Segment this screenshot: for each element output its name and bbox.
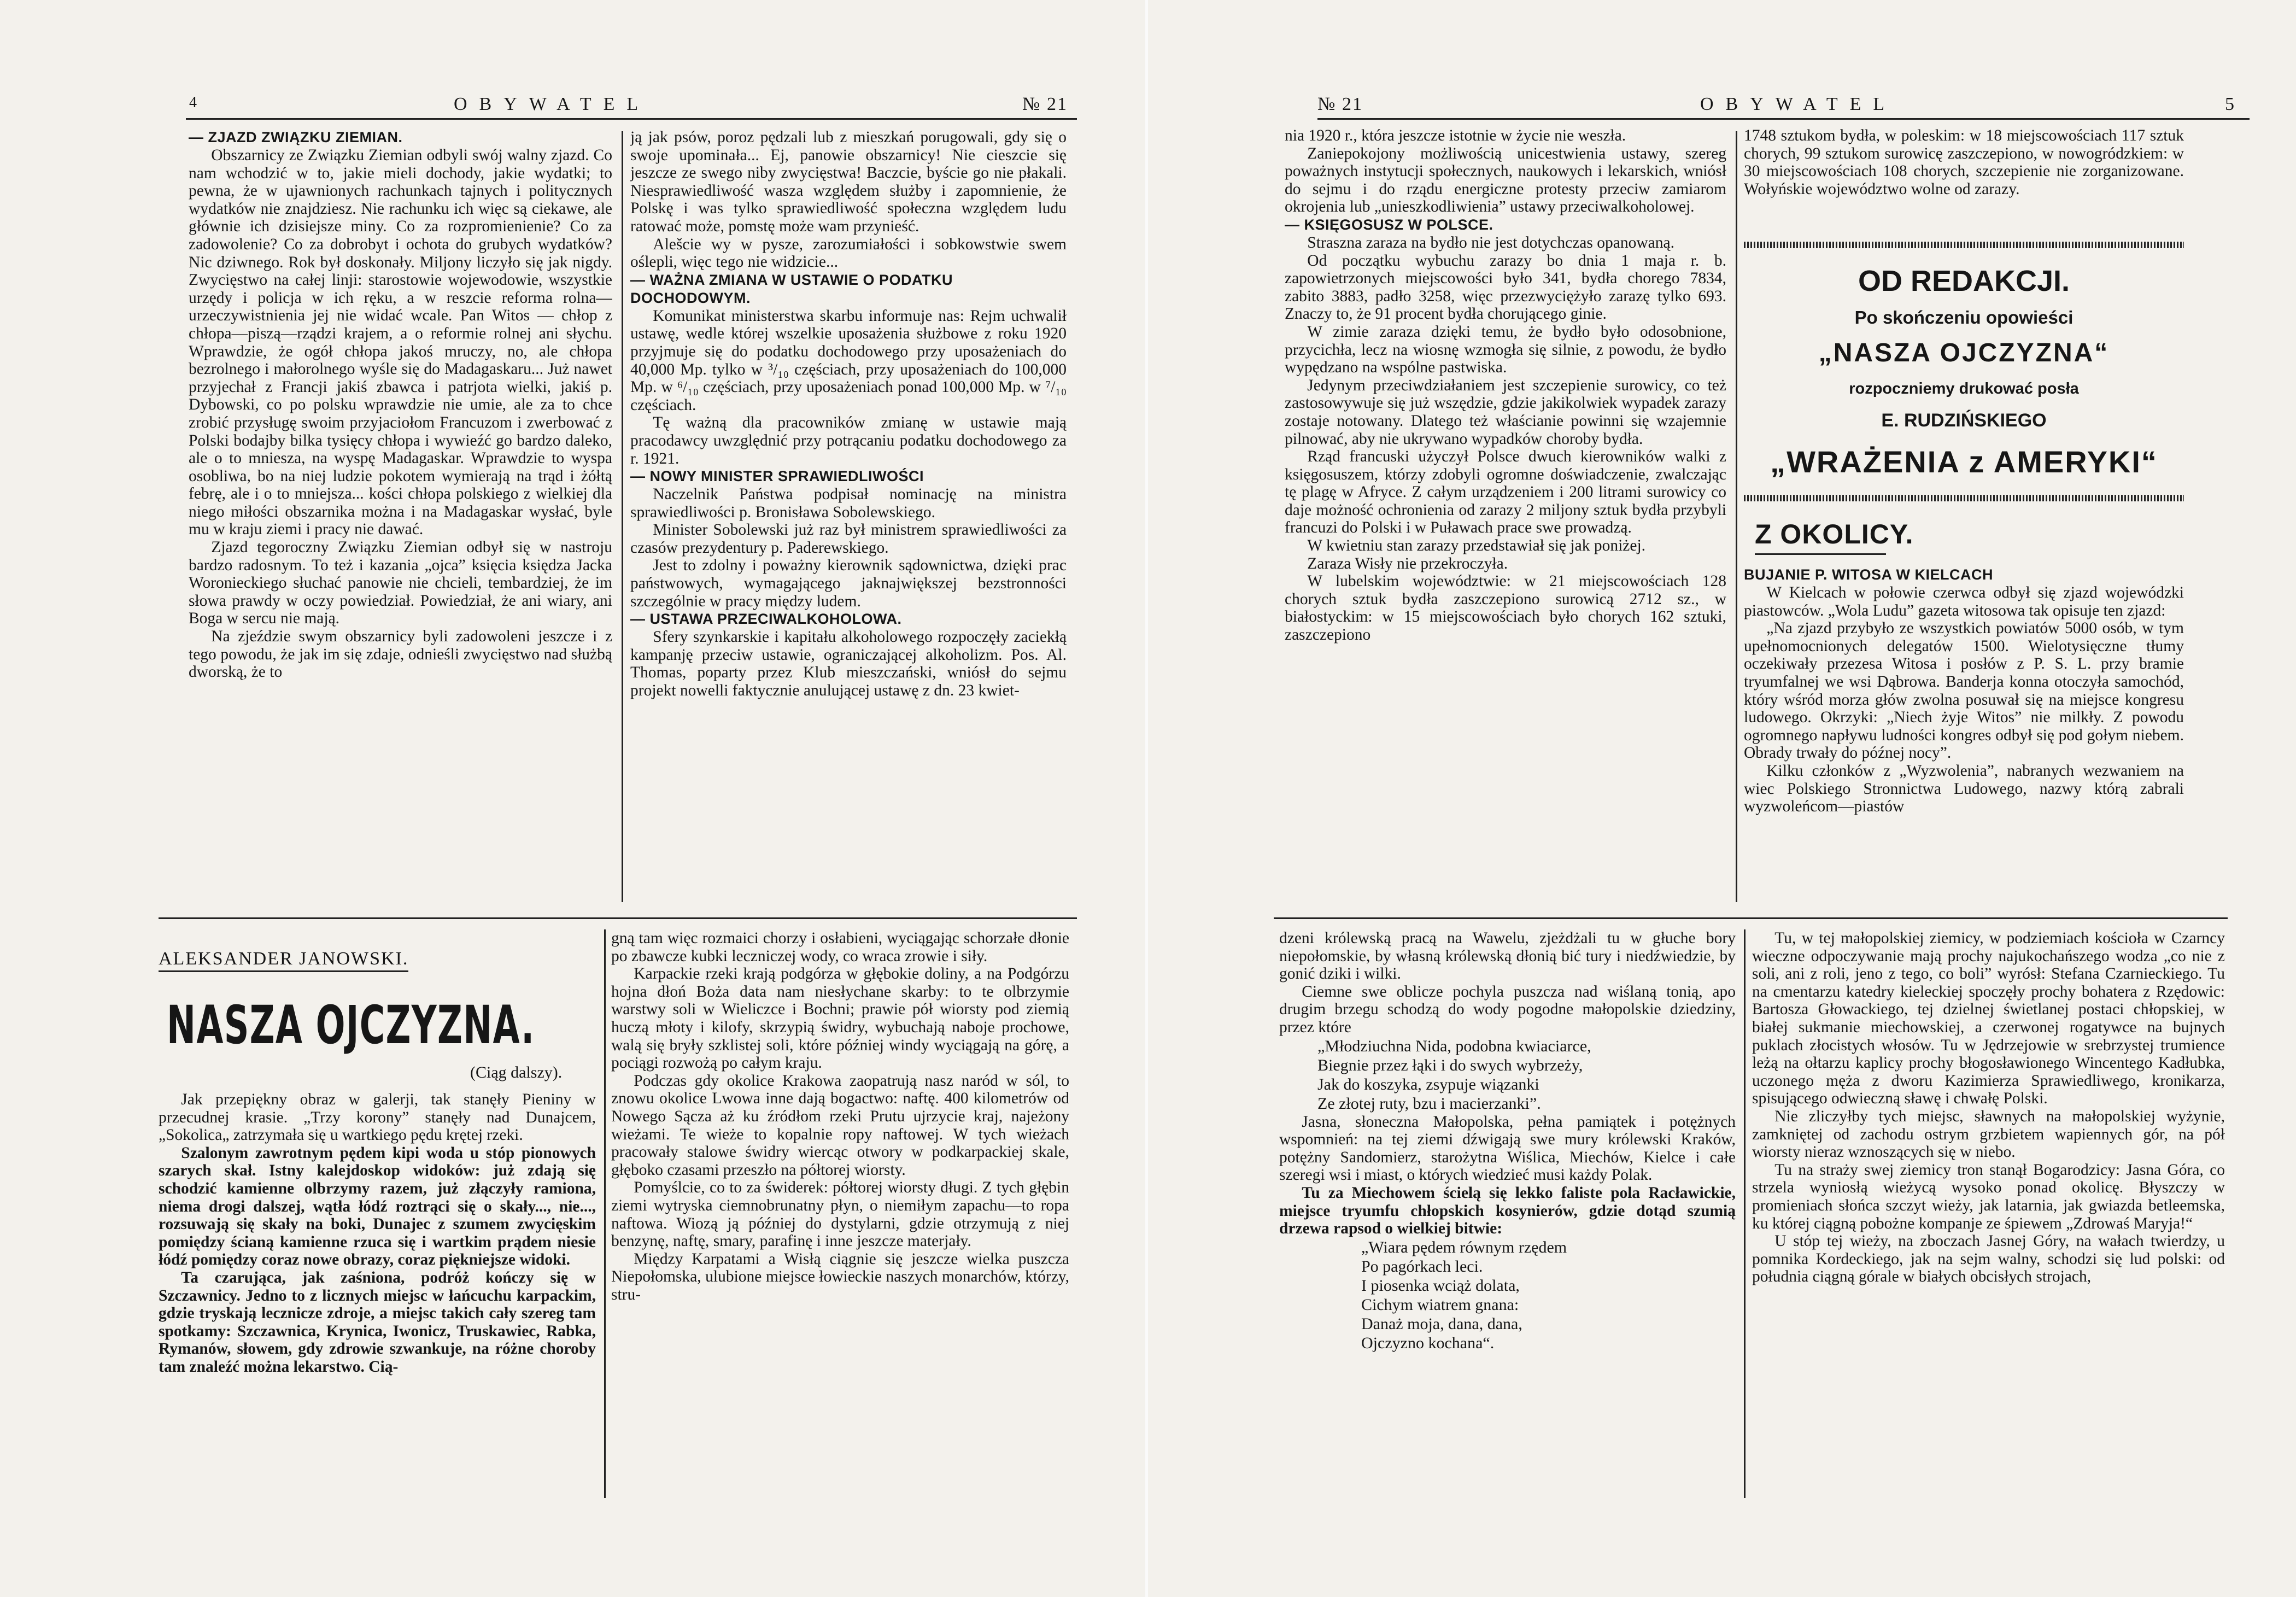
paragraph: Podczas gdy okolice Krakowa zaopatrują nasz naród w sól, to znowu okolice Lwowa inne dają bogactwo: naftę. 400 kilometrów od Nowego Sącza aż ku źródłom rzeki Prutu ujrzycie kraj, najeżony wieżami. Te wieże to kopalnie ropy naftowej. W tych wieżach pracowały stalowe świdry wiercąc otwory w podkarpackiej skale, głęboko czasami przeszło na półtorej wiorsty. bbox=[611, 1072, 1069, 1179]
article-heading: — USTAWA PRZECIWALKOHOLOWA. bbox=[630, 611, 902, 628]
masthead-title: OBYWATEL bbox=[454, 94, 651, 114]
article-heading: — WAŻNA ZMIANA W USTAWIE O PODATKU DOCHODOWYM. bbox=[630, 271, 953, 306]
article-heading: — ZJAZD ZWIĄZKU ZIEMIAN. bbox=[189, 129, 403, 145]
paragraph: Alešcie wy w pysze, zarozumiałości i sobkowstwie swem oślepli, więc tego nie widzicie... bbox=[630, 235, 1067, 271]
column-okolicy bbox=[1744, 566, 2184, 908]
ornamental-rule bbox=[1744, 242, 2184, 248]
paragraph: W Kielcach w połowie czerwca odbył się zjazd wojewódzki piastowców. „Wola Ludu” gazeta witosowa tak opisuje ten zjazd: bbox=[1744, 584, 2184, 619]
poem-line: Ze złotej ruty, bzu i macierzanki”. bbox=[1317, 1094, 1541, 1113]
paragraph: Tu za Miechowem ścielą się lekko faliste pola Racławickie, miejsce tryumfu chłopskich kosynierów, gdzie dotąd szumią drzewa rapsod o wielkiej bitwie: bbox=[1279, 1184, 1736, 1238]
serial-title: NASZA OJCZYZNA. bbox=[167, 995, 535, 1056]
editorial-book: „WRAŻENIA z AMERYKI“ bbox=[1770, 444, 2158, 479]
paragraph: W zimie zaraza dzięki temu, że bydło było odosobnione, przycichła, lecz na wiosnę wzmogła się silnie, z powodu, że bydło wypędzano na wspólne pastwiska. bbox=[1285, 323, 1726, 377]
article-heading: BUJANIE P. WITOSA W KIELCACH bbox=[1744, 566, 1994, 583]
editorial-line: Po skończeniu opowieści bbox=[1854, 307, 2074, 327]
poem-line: „Młodziuchna Nida, podobna kwiaciarce, bbox=[1317, 1037, 1591, 1055]
paragraph: Jest to zdolny i poważny kierownik sądownictwa, dzięki prac państwowych, wymagającego jaknajwiększej bezstronności szczególnie w pracy między ludem. bbox=[630, 557, 1067, 610]
paragraph: Jak przepiękny obraz w galerji, tak stanęły Pieniny w przecudnej krasie. „Trzy korony” stanęły nad Dunajcem, „Sokolica„ zatrzymała się u wartkiego pędu krętej rzeki. bbox=[159, 1091, 596, 1144]
paragraph: Obszarnicy ze Związku Ziemian odbyli swój walny zjazd. Co nam wchodzić w to, jakie mieli dochody, jakie wydatki; to pewna, że w ujawnionych rachunkach tajnych i politycznych wydatków nie znajdziesz. Nie rachunku ich więc są ciekawe, ale głównie ich dzisiejsze miny. Co za rozpromienienie? Co za zadowolenie? Co za dobrobyt i ochota do grubych wydatków? Nic dziwnego. Rok był doskonały. Miljony liczyło się jak nigdy. Zwycięstwo na całej linji: starostowie wojewodowie, wszystkie urzędy i policja w ich ręku, a w reszcie reforma rolna—urzeczywistnienia jej nie widać wcale. Pan Witos — chłop z chłopa—piszą—rządzi krajem, a o reformie rolnej ani słychu. Wprawdzie, że ogół chłopa jakoś mruczy, no, ale chłopa bezrolnego i małorolnego wyśle się do Madagaskaru... Już nawet przyjechał z Francji jakiś zbawca i patrjota wielki, jakiś p. Dybowski, co po polsku wprawdzie nie umie, ale za to chce zrobić przysługę swoim przyjaciołom Francuzom i zwerbować z Polski bodajby bilka tysięcy chłopa i wywieźć go bardzo daleko, ale o to mniesza, na wyspę Madagaskar. Wprawdzie to wyspa osobliwa, bo na niej ludzie pokotem wymierają na trąd i żółtą febrę, ale i o to mniejsza... kości chłopa polskiego z wielkiej dla niego miłości obszarnika można i na Madagaskar wysłać, byle mu w kraju ziemi i pracy nie dawać. bbox=[189, 147, 612, 539]
serial-continued: (Ciąg dalszy). bbox=[470, 1063, 563, 1081]
paragraph: dzeni królewską pracą na Wawelu, zjeżdżali tu w głuche bory niepołomskie, by własną królewską dłonią bić tury i niedźwiedzie, by gonić dziki i wilki. bbox=[1279, 929, 1736, 983]
section-rule bbox=[1274, 917, 2228, 919]
column-news bbox=[630, 128, 1067, 908]
poem-line: I piosenka wciąż dolata, bbox=[1361, 1276, 1520, 1295]
page-number-right: 5 bbox=[2225, 94, 2234, 114]
paragraph: Naczelnik Państwa podpisał nominację na ministra sprawiedliwości p. Bronisława Sobolewskiego. bbox=[630, 485, 1067, 521]
column-ksiegosusz bbox=[1285, 127, 1726, 906]
poem-line: Danaż moja, dana, dana, bbox=[1361, 1314, 1522, 1333]
ornamental-rule bbox=[1744, 495, 2184, 501]
paragraph: gną tam więc rozmaici chorzy i osłabieni, wyciągając schorzałe dłonie po zbawcze kubki leczniczej wody, co wraca zrowie i siły. bbox=[611, 929, 1069, 965]
paragraph: Jedynym przeciwdziałaniem jest szczepienie surowicy, co też zastosowywuje się już wszędzie, gdzie jakikolwiek wypadek zarazy zostaje notowany. Dlatego też właścianie powinni się wzajemnie pilnować, aby nie ukrywano wypadków choroby bydła. bbox=[1285, 376, 1726, 448]
paragraph: Tu na straży swej ziemicy tron stanął Bogarodzicy: Jasna Góra, co strzela wyniosłą wieżycą wysoko ponad okolicę. Błyszczy w promieniach słońca szczyt wieży, jak latarnia, jak gwiazda betleemska, ku której ciągną pobożne kompanje ze śpiewem „Zdrowaś Maryja!“ bbox=[1752, 1161, 2225, 1232]
paragraph: Szalonym zawrotnym pędem kipi woda u stóp pionowych szarych skał. Istny kalejdoskop widoków: już zdają się schodzić kamienne olbrzymy razem, już złączyły ramiona, niema drogi dalszej, wątła łódź roztrąci się o skały..., nie..., rozsuwają się skały na boki, Dunajec z szumem zwycięskim pomiędzy ścianą kamienne rzuca się i wartkim prądem niesie łódź pomiędzy coraz nowe obrazy, coraz piękniejsze widoki. bbox=[159, 1144, 596, 1269]
serial-column-2 bbox=[611, 929, 1069, 1501]
section-underline bbox=[1755, 553, 1886, 555]
section-title: Z OKOLICY. bbox=[1755, 519, 1914, 549]
paragraph: nia 1920 r., która jeszcze istotnie w życie nie weszła. bbox=[1285, 127, 1626, 144]
paragraph: „Na zjazd przybyło ze wszystkich powiatów 5000 osób, w tym upełnomocnionych delegatów 1500. Wielotysięczne tłumy oczekiwały przezesa Witosa i posłów z P. S. L. przy bramie tryumfalnej we wsi Dąbrowa. Banderja konna otoczyła samochód, który wśród morza głów zwolna posuwał się na miejsce kongresu ludowego. Okrzyki: „Niech żyje Witos” nie milkły. Z powodu ogromnego napływu ludności kongres odbył się pod gołym niebem. Obrady trwały do późnej nocy”. bbox=[1744, 619, 2184, 762]
serial-author: ALEKSANDER JANOWSKI. bbox=[159, 949, 408, 972]
editorial-line: rozpoczniemy drukować posła bbox=[1849, 380, 2079, 397]
paragraph: W kwietniu stan zarazy przedstawiał się jak poniżej. bbox=[1307, 537, 1646, 555]
paragraph: ją jak psów, poroz pędzali lub z mieszkań porugowali, gdy się o swoje upominała... Ej, panowie obszarnicy! Nie cieszcie się jeszcze ze swego niby zwycięstwa! Baczcie, byście go nie płakali. Niesprawiedliwość wasza względem służby i zapomnienie, że Polskę i was tylko sprawiedliwość społeczna względem ludu ratować może, pomstę może wam przynieść. bbox=[630, 128, 1067, 235]
paragraph: Minister Sobolewski już raz był ministrem sprawiedliwości za czasów prezydentury p. Paderewskiego. bbox=[630, 521, 1067, 557]
paragraph: Tę ważną dla pracowników zmianę w ustawie mają pracodawcy uwzględnić przy potrącaniu podatku dochodowego za r. 1921. bbox=[630, 414, 1067, 467]
paragraph: Pomyślcie, co to za świderek: półtorej wiorsty długi. Z tych głębin ziemi wytryska ciemnobrunatny płyn, o niemiłym zapachu—to ropa naftowa. Wiozą ją później do dystylarni, gdzie otrzymują z niej benzynę, naftę, smary, parafinę i inne jeszcze materjały. bbox=[611, 1179, 1069, 1250]
masthead-title: OBYWATEL bbox=[1700, 94, 1897, 114]
editorial-book: „NASZA OJCZYZNA“ bbox=[1818, 338, 2110, 367]
paragraph: 1748 sztukom bydła, w poleskim: w 18 miejscowościach 117 sztuk chorych, 99 sztukom surowicę zaszczepiono, w nowogródzkiem: w 30 miejscowościach 108 chorych, szczepienie nie zorganizowane. Wołyńskie województwo wolne od zarazy. bbox=[1744, 127, 2184, 198]
paragraph: Zaraza Wisły nie przekroczyła. bbox=[1307, 554, 1508, 572]
poem-line: Po pagórkach leci. bbox=[1361, 1257, 1483, 1276]
editorial-title: OD REDAKCJI. bbox=[1858, 265, 2070, 297]
paragraph: Karpackie rzeki krają podgórza w głębokie doliny, a na Podgórzu hojna dłoń Boża data nam niesłychane skarby: to te olbrzymie warstwy soli w Wieliczce i Bochni; prawie pół wiorsty pod ziemią huczą młoty i kilofy, skrzypią świdry, wybuchają naboje prochowe, walą się bryły szklistej soli, które później windy wyciągają na górę, a pociągi rozwożą po całym kraju. bbox=[611, 965, 1069, 1072]
serial-column-4 bbox=[1752, 929, 2225, 1501]
column-cattle bbox=[1744, 127, 2184, 236]
column-zjazd bbox=[189, 128, 612, 908]
paragraph: Komunikat ministerstwa skarbu informuje nas: Rejm uchwalił ustawę, wedle której wszelkie uposażenia służbowe z roku 1920 przyjmuje się do podatku dochodowego przy uposażeniach do 40,000 Mp. tylko w ³/₁₀ częściach, przy uposażeniach do 100,000 Mp. w ⁶/₁₀ częściach, przy uposażeniach ponad 100,000 Mp. w ⁷/₁₀ częściach. bbox=[630, 307, 1067, 414]
paragraph: Nie zliczyłby tych miejsc, sławnych na małopolskiej wyżynie, zamkniętej od zachodu ostrym grzbietem wapiennych gór, na pół wiorsty nieraz wznoszących się w niebo. bbox=[1752, 1107, 2225, 1161]
section-rule bbox=[159, 917, 1077, 919]
paragraph: Tu, w tej małopolskiej ziemicy, w podziemiach kościoła w Czarncy wieczne odpoczywanie mają prochy najukochańszego wodza „co nie z soli, ani z roli, jeno z tego, co boli” wyrósł: Stefana Czarnieckiego. Tu na cmentarzu katedry kieleckiej spoczęły prochy bohatera z Rzędowic: Bartosza Głowackiego, tej dzielnej świetlanej postaci chłopskiej, w białej sukmanie miechowskiej, a czerwonej rogatywce na bujnych puklach złocistych włosów. Tu w Jędrzejowie w srebrzystej trumience leżą na ołtarzu kaplicy prochy błogosławionego Wincentego Kadłubka, uczonego męża z dworu Kazimierza Sprawiedliwego, kronikarza, spisującego odwieczną sławę i chwałę Polski. bbox=[1752, 929, 2225, 1108]
poem-line: Jak do koszyka, zsypuje wiązanki bbox=[1317, 1075, 1539, 1093]
serial-column-3 bbox=[1279, 929, 1736, 1501]
paragraph: Między Karpatami a Wisłą ciągnie się jeszcze wielka puszcza Niepołomska, ulubione miejsce łowieckie naszych monarchów, którzy, stru- bbox=[611, 1250, 1069, 1303]
poem-line: „Wiara pędem równym rzędem bbox=[1361, 1238, 1567, 1256]
paragraph: Sfery szynkarskie i kapitału alkoholowego rozpoczęły zaciekłą kampanję przeciw ustawie, ograniczającej alkoholizm. Pos. Al. Thomas, poparty przez Klub mieszczański, wniósł do sejmu projekt nowelli faktycznie anulującej ustawę z dn. 23 kwiet- bbox=[630, 628, 1067, 700]
column-rule bbox=[1736, 131, 1737, 902]
page-number-left: 4 bbox=[189, 94, 197, 111]
paragraph: Zjazd tegoroczny Związku Ziemian odbył się w nastroju bardzo radosnym. To też i kazania „ojca” księcia księdza Jacka Woronieckiego słuchać panowie nie chcieli, tembardziej, że im słowa prawdy w oczy powiedział. Powiedział, że ani wiary, ani Boga w sercu nie mają. bbox=[189, 539, 612, 628]
paragraph: Rząd francuski użyczył Polsce dwuch kierowników walki z księgosuszem, którzy zdobyli ogromne doświadczenie, zwalczając tę plagę w Afryce. Z całym urządzeniem i 200 litrami surowicy co daje możność ochronienia od zarazy 2 miljony sztuk bydła przybyli francuzi do Polski i w Puławach prace swe prowadzą. bbox=[1285, 448, 1726, 537]
article-heading: — KSIĘGOSUSZ W POLSCE. bbox=[1285, 216, 1493, 233]
paragraph: Straszna zaraza na bydło nie jest dotychczas opanowaną. bbox=[1307, 233, 1674, 251]
paragraph: Zaniepokojony możliwością unicestwienia ustawy, szereg poważnych instytucji społecznych, naukowych i lekarskich, wniósł do sejmu i do rządu energiczne protesty przeciw zamiarom okrojenia lub „unieszkodliwienia” ustawy przeciwalkoholowej. bbox=[1285, 144, 1726, 216]
poem-line: Biegnie przez łąki i do swych wybrzeży, bbox=[1317, 1056, 1583, 1074]
column-rule bbox=[1744, 929, 1746, 1498]
paragraph: Ta czarująca, jak zaśniona, podróż kończy się w Szczawnicy. Jedno to z licznych miejsc w łańcuchu karpackim, gdzie tryskają lecznicze zdroje, a miejsc takich cały szereg tam spotkamy: Szczawnica, Krynica, Iwonicz, Truskawiec, Rabka, Rymanów, słowem, gdy zdrowie szwankuje, na różne choroby tam znaleźć można lekarstwo. Cią- bbox=[159, 1268, 596, 1376]
serial-column-1 bbox=[159, 1091, 596, 1498]
issue-number: № 21 bbox=[1022, 94, 1068, 114]
paragraph: Na zjeździe swym obszarnicy byli zadowoleni jeszcze i z tego powodu, że jak im się zdaje, odnieśli zwycięstwo nad służbą dworską, że to bbox=[189, 628, 612, 681]
paragraph: Jasna, słoneczna Małopolska, pełna pamiątek i potężnych wspomnień: na tej ziemi dźwigają swe mury królewski Kraków, potężny Sandomierz, starożytna Wiślica, Miechów, Kielce i całe szeregi wsi i miast, o których wiedzieć musi każdy Polak. bbox=[1279, 1113, 1736, 1184]
editorial-author: E. RUDZIŃSKIEGO bbox=[1881, 410, 2047, 431]
right-page bbox=[1148, 0, 2296, 1597]
paragraph: W lubelskim województwie: w 21 miejscowościach 128 chorych sztuk bydła zaszczepiono surowicą 2712 sz., w białostyckim: w 15 miejscowościach było chorych 162 sztuki, zaszczepiono bbox=[1285, 572, 1726, 644]
paragraph: Ciemne swe oblicze pochyla puszcza nad wiślaną tonią, apo drugim brzegu schodzą do wody pogodne małopolskie dziedziny, przez które bbox=[1279, 982, 1736, 1036]
poem-line: Cichym wiatrem gnana: bbox=[1361, 1295, 1519, 1314]
masthead-right bbox=[1317, 92, 2250, 120]
masthead-left bbox=[186, 92, 1077, 120]
paragraph: U stóp tej wieży, na zboczach Jasnej Góry, na wałach twierdzy, u pomnika Kordeckiego, jak na sejm walny, schodzi się lud polski: od południa ciągną górale w białych obcisłych strojach, bbox=[1752, 1232, 2225, 1286]
paragraph: Od początku wybuchu zarazy bo dnia 1 maja r. b. zapowietrzonych miejscowości było 341, bydła chorego 7834, zabito 3883, padło 3258, więc przezwyciężyło zarazę tylko 693. Znaczy to, że 91 procent bydła chorującego ginie. bbox=[1285, 251, 1726, 323]
column-rule bbox=[622, 131, 623, 902]
poem-line: Ojczyzno kochana“. bbox=[1361, 1333, 1495, 1352]
paragraph: Kilku członków z „Wyzwolenia”, nabranych wezwaniem na wiec Polskiego Stronnictwa Ludowego, nazwy którą zabrali wyzwoleńcom—piastów bbox=[1744, 762, 2184, 816]
column-rule bbox=[604, 929, 606, 1498]
issue-number: № 21 bbox=[1317, 94, 1363, 114]
article-heading: — NOWY MINISTER SPRAWIEDLIWOŚCI bbox=[630, 468, 924, 485]
